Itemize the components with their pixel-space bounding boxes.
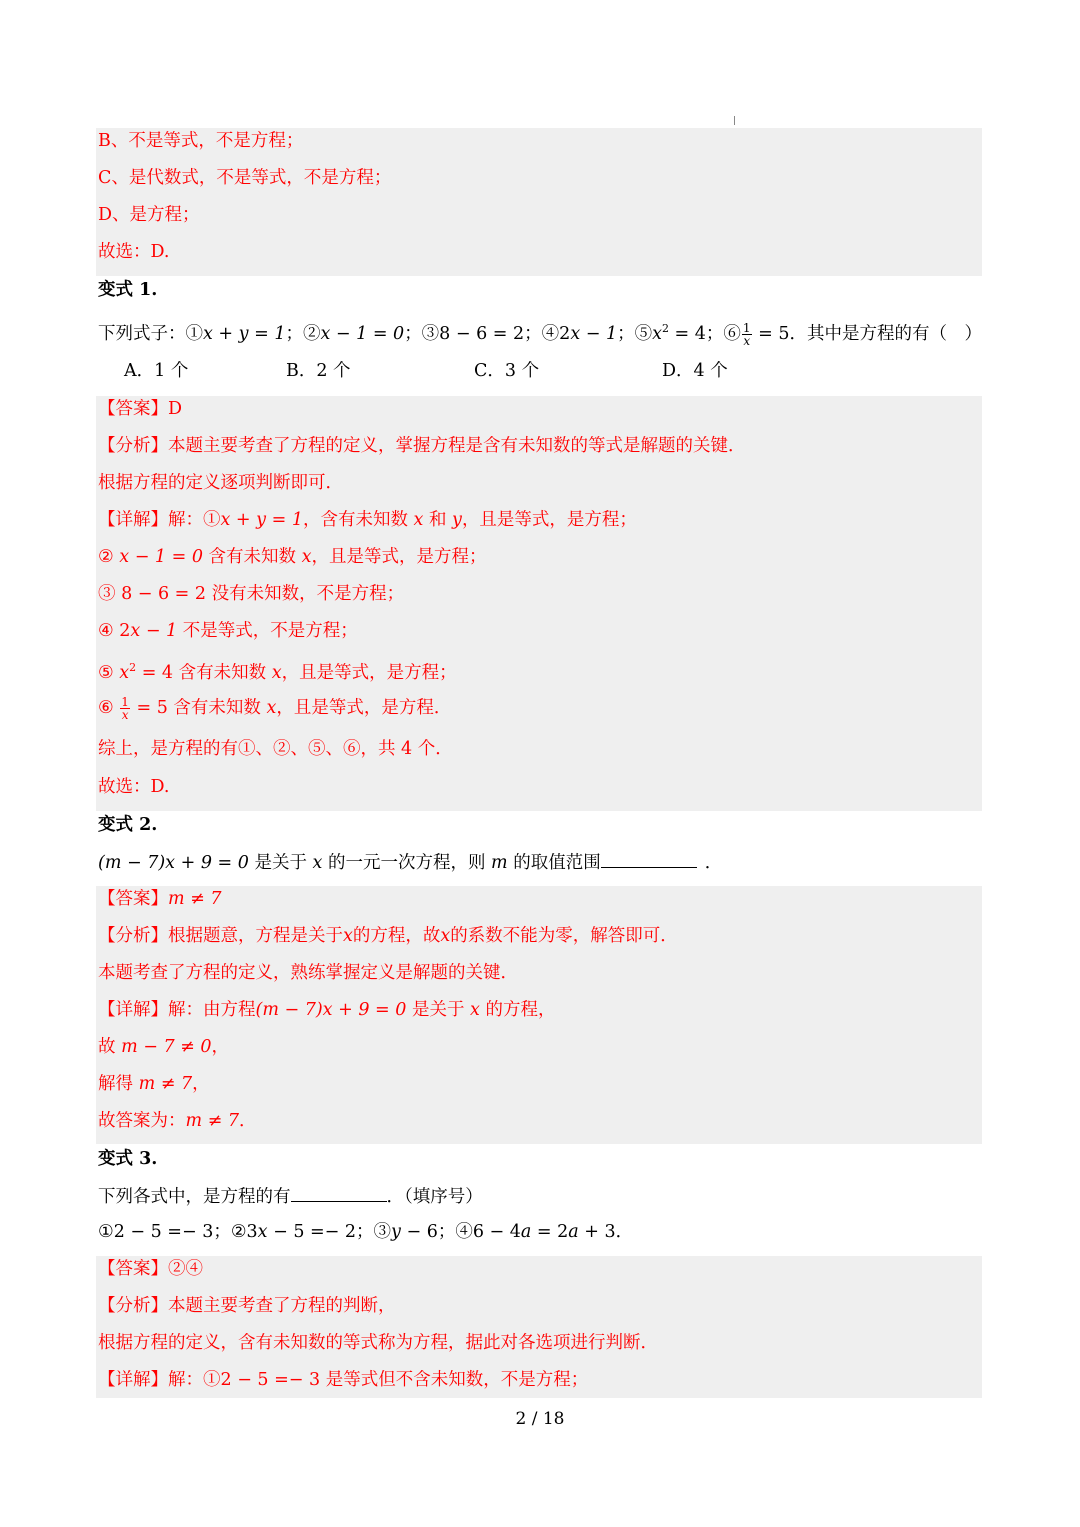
variant1-detail-2: ② x − 1 = 0 含有未知数 x，且是等式，是方程；	[98, 547, 487, 567]
fill-blank[interactable]	[601, 849, 697, 868]
variant1-option-a: A．1 个	[124, 361, 189, 381]
variant3-analysis-2: 根据方程的定义，含有未知数的等式称为方程，据此对各选项进行判断．	[98, 1333, 658, 1353]
variant1-summary: 综上，是方程的有①、②、⑤、⑥，共 4 个．	[98, 739, 453, 759]
variant3-detail-1: 【详解】解：①2 − 5 =− 3 是等式但不含未知数，不是方程；	[98, 1370, 589, 1390]
variant3-title: 变式 3.	[98, 1149, 158, 1169]
section1-conclusion: 故选：D.	[98, 242, 170, 262]
option-b-explanation: B、不是等式，不是方程；	[98, 131, 304, 151]
variant2-detail-3: 解得 m ≠ 7，	[98, 1074, 210, 1094]
variant2-analysis-2: 本题考查了方程的定义，熟练掌握定义是解题的关键．	[98, 963, 518, 983]
variant1-conclusion: 故选：D.	[98, 777, 170, 797]
option-c-explanation: C、是代数式，不是等式，不是方程；	[98, 168, 392, 188]
variant2-answer: 【答案】m ≠ 7	[98, 889, 222, 909]
variant1-detail-4: ④ 2x − 1 不是等式，不是方程；	[98, 621, 358, 641]
variant1-detail-1: 【详解】解：①x + y = 1，含有未知数 x 和 y，且是等式，是方程；	[98, 510, 637, 530]
fraction-1-over-x-detail: $\frac{1}{x}$	[121, 695, 129, 722]
variant1-option-d: D．4 个	[662, 361, 728, 381]
variant3-expressions: ①2 − 5 =− 3；②3x − 5 =− 2；③y − 6；④6 − 4a = 2a + 3．	[98, 1222, 634, 1242]
header-mark	[734, 116, 735, 125]
variant3-answer: 【答案】②④	[98, 1259, 203, 1279]
variant1-option-c: C．3 个	[474, 361, 540, 381]
fraction-1-over-x: $\frac{1}{x}$	[742, 320, 751, 348]
variant1-analysis-2: 根据方程的定义逐项判断即可．	[98, 473, 343, 493]
variant3-analysis-1: 【分析】本题主要考查了方程的判断，	[98, 1296, 396, 1316]
page-number: 2 / 18	[515, 1409, 565, 1429]
variant2-title: 变式 2.	[98, 815, 158, 835]
variant1-detail-3: ③ 8 − 6 = 2 没有未知数，不是方程；	[98, 584, 405, 604]
variant3-question: 下列各式中，是方程的有 ．（填序号）	[98, 1183, 483, 1209]
variant1-detail-6: ⑥ $\frac{1}{x}$ = 5 含有未知数 x，且是等式，是方程．	[98, 695, 452, 722]
variant2-detail-1: 【详解】解：由方程(m − 7)x + 9 = 0 是关于 x 的方程，	[98, 1000, 556, 1020]
variant1-option-b: B．2 个	[286, 361, 351, 381]
variant2-detail-2: 故 m − 7 ≠ 0，	[98, 1037, 230, 1057]
variant2-detail-4: 故答案为：m ≠ 7．	[98, 1111, 257, 1131]
variant1-title: 变式 1.	[98, 280, 158, 300]
variant2-question: (m − 7)x + 9 = 0 是关于 x 的一元一次方程，则 m 的取值范围 ．	[98, 849, 722, 875]
option-d-explanation: D、是方程；	[98, 205, 200, 225]
fill-blank[interactable]	[291, 1183, 387, 1202]
variant1-detail-5: ⑤ $x^2 = 4$ 含有未知数 x，且是等式，是方程；	[98, 661, 457, 683]
variant1-question: 下列式子：①x + y = 1；②x − 1 = 0；③8 − 6 = 2；④2x − 1；$⑤x^2 = 4$；⑥ $\frac{1}{x}$ = 5．其中是方程的有（ ）	[98, 320, 982, 348]
variant1-analysis-1: 【分析】本题主要考查了方程的定义，掌握方程是含有未知数的等式是解题的关键．	[98, 436, 746, 456]
variant2-analysis-1: 【分析】根据题意，方程是关于x的方程，故x的系数不能为零，解答即可．	[98, 926, 678, 946]
variant1-answer: 【答案】D	[98, 399, 183, 419]
